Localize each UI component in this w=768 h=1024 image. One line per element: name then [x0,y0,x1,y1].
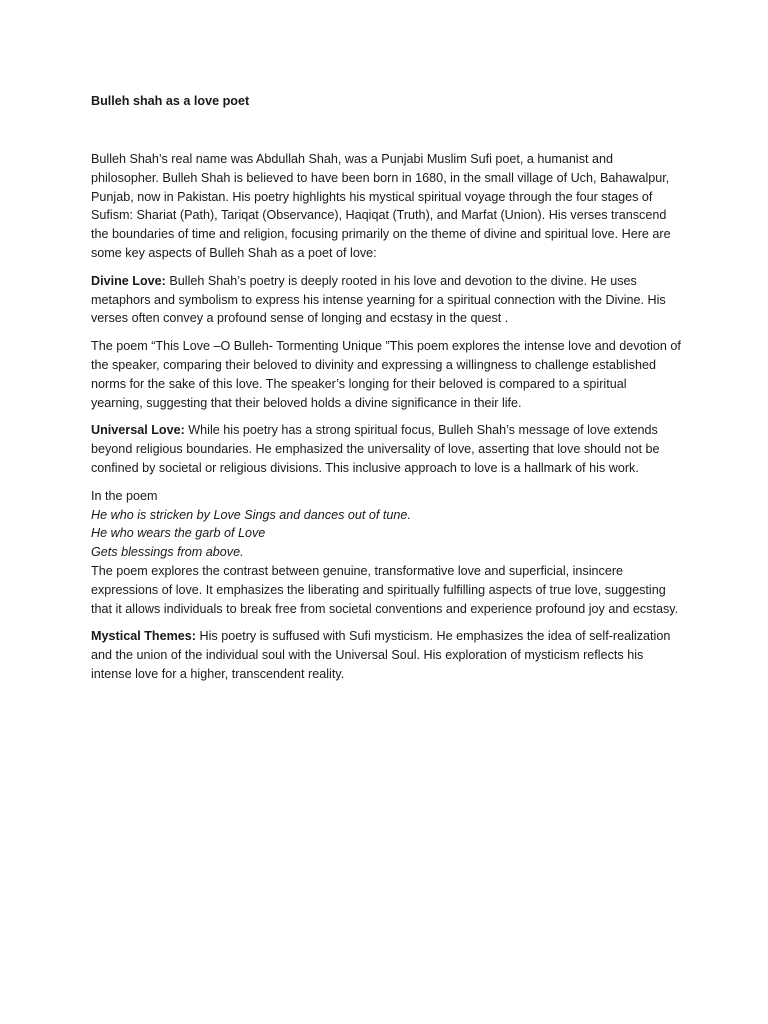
verse-line: He who wears the garb of Love [91,526,266,541]
divine-love-heading: Divine Love: [91,273,166,288]
document-title: Bulleh shah as a love poet [91,94,250,108]
spacer [91,263,681,272]
universal-love-text: While his poetry has a strong spiritual focus, Bulleh Shah’s message of love extends beyond religious boundaries. He emphasized the universality of love, asserting that love should not be confined by societal or religious divisions. This inclusive approach to love is a hallmark of his work. [91,423,660,475]
mystical-themes-paragraph [91,627,681,683]
spacer [91,618,681,627]
spacer [91,478,681,487]
document-page [91,92,681,684]
in-the-poem-lead: In the poem [91,488,158,503]
intro-paragraph: Bulleh Shah’s real name was Abdullah Shah, was a Punjabi Muslim Sufi poet, a humanist and philosopher. Bulleh Shah is believed to have been born in 1680, in the small village of Uch, Bahawalpur, Punjab, now in Pakistan. His poetry highlights his mystical spiritual voyage through the four stages of Sufism: Shariat (Path), Tariqat (Observance), Haqiqat (Truth), and Marfat (Union). His verses transcend the boundaries of time and religion, focusing primarily on the theme of divine and spiritual love. Here are some key aspects of Bulleh Shah as a poet of love: [91,152,671,260]
spacer [91,328,681,337]
mystical-themes-text: His poetry is suffused with Sufi mysticism. He emphasizes the idea of self-realization and the union of the individual soul with the Universal Soul. His exploration of mysticism reflects his intense love for a higher, transcendent reality. [91,629,671,681]
verse-line: Gets blessings from above. [91,545,244,560]
universal-love-paragraph [91,421,681,477]
divine-love-text: Bulleh Shah’s poetry is deeply rooted in his love and devotion to the divine. He uses metaphors and symbolism to express his intense yearning for a spiritual connection with the Divine. His verses often convey a profound sense of longing and ecstasy in the quest . [91,273,666,326]
mystical-themes-heading: Mystical Themes: [91,629,196,644]
divine-love-paragraph [91,272,681,328]
in-the-poem-section [91,487,681,619]
universal-love-heading: Universal Love: [91,423,185,438]
poem-paragraph: The poem “This Love –O Bulleh- Tormenting Unique ”This poem explores the intense love and devotion of the speaker, comparing their beloved to divinity and expressing a willingness to challenge established norms for the sake of this love. The speaker’s longing for their beloved is compared to a spiritual yearning, suggesting that their beloved holds a divine significance in their life. [91,339,681,410]
spacer [91,412,681,421]
poem-analysis: The poem explores the contrast between genuine, transformative love and superficial, insincere expressions of love. It emphasizes the liberating and spiritually fulfilling aspects of true love, suggesting that it allows individuals to break free from societal conventions and experience profound joy and ecstasy. [91,563,679,616]
spacer [91,111,681,150]
verse-line: He who is stricken by Love Sings and dances out of tune. [91,507,411,522]
